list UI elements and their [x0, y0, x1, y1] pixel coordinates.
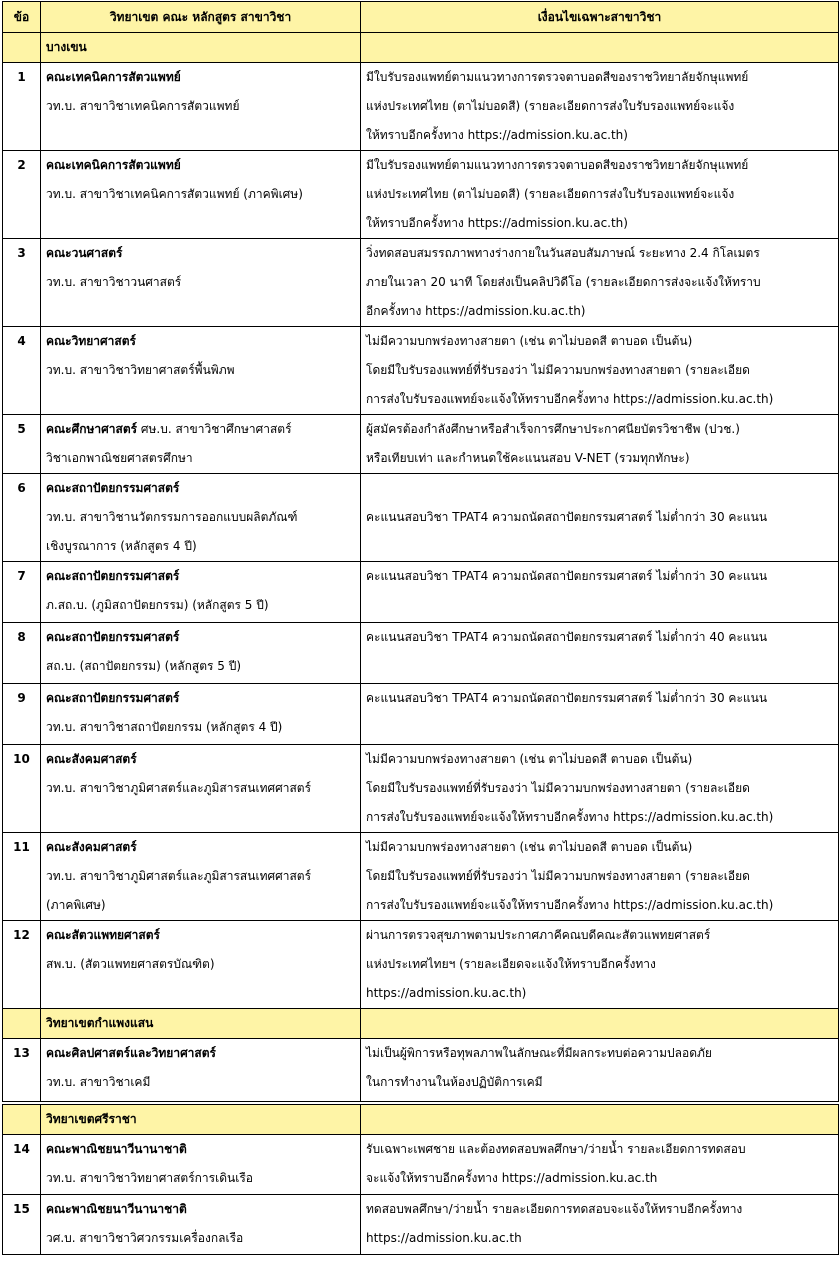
program-name: ภ.สถ.บ. (ภูมิสถาปัตยกรรม) (หลักสูตร 5 ปี) — [46, 598, 269, 612]
program-name: วิชาเอกพาณิชยศาสตรศึกษา — [46, 451, 193, 465]
program-name: เชิงบูรณาการ (หลักสูตร 4 ปี) — [46, 539, 197, 553]
program-name: ศษ.บ. สาขาวิชาศึกษาศาสตร์ — [137, 422, 292, 436]
condition-line: โดยมีใบรับรองแพทย์ที่รับรองว่า ไม่มีความบกพร่องทางสายตา (รายละเอียด — [366, 363, 750, 377]
condition-cell — [361, 415, 839, 474]
condition-line: มีใบรับรองแพทย์ตามแนวทางการตรวจตาบอดสีของราชวิทยาลัยจักษุแพทย์ — [366, 70, 749, 84]
condition-cell — [361, 1039, 839, 1102]
row-number: 10 — [3, 745, 41, 833]
table-row — [3, 327, 839, 415]
faculty-name: คณะศิลปศาสตร์และวิทยาศาสตร์ — [46, 1046, 216, 1060]
row-number: 6 — [3, 474, 41, 562]
condition-line: หรือเทียบเท่า และกำหนดใช้คะแนนสอบ V-NET (รวมทุกทักษะ) — [366, 451, 690, 465]
header-condition: เงื่อนไขเฉพาะสาขาวิชา — [361, 2, 839, 33]
row-number: 3 — [3, 239, 41, 327]
condition-line: ในการทำงานในห้องปฏิบัติการเคมี — [366, 1075, 543, 1089]
table-row — [3, 151, 839, 239]
condition-line: ทดสอบพลศึกษา/ว่ายน้ำ รายละเอียดการทดสอบจะแจ้งให้ทราบอีกครั้งทาง — [366, 1202, 743, 1216]
condition-line: อีกครั้งทาง https://admission.ku.ac.th) — [366, 304, 586, 318]
row-number: 4 — [3, 327, 41, 415]
faculty-name: คณะสังคมศาสตร์ — [46, 840, 137, 854]
table-row — [3, 239, 839, 327]
program-cell — [41, 474, 361, 562]
faculty-name: คณะวนศาสตร์ — [46, 246, 123, 260]
condition-line: โดยมีใบรับรองแพทย์ที่รับรองว่า ไม่มีความบกพร่องทางสายตา (รายละเอียด — [366, 869, 750, 883]
row-number: 12 — [3, 921, 41, 1009]
program-cell — [41, 415, 361, 474]
condition-line: ไม่มีความบกพร่องทางสายตา (เช่น ตาไม่บอดสี ตาบอด เป็นต้น) — [366, 840, 693, 854]
table-row — [3, 415, 839, 474]
condition-line: วิ่งทดสอบสมรรถภาพทางร่างกายในวันสอบสัมภาษณ์ ระยะทาง 2.4 กิโลเมตร — [366, 246, 760, 260]
header-row — [3, 2, 839, 33]
condition-line: คะแนนสอบวิชา TPAT4 ความถนัดสถาปัตยกรรมศาสตร์ ไม่ต่ำกว่า 30 คะแนน — [366, 569, 768, 583]
program-name: วท.บ. สาขาวิชาสถาปัตยกรรม (หลักสูตร 4 ปี) — [46, 720, 283, 734]
program-cell — [41, 1135, 361, 1195]
faculty-name: คณะเทคนิคการสัตวแพทย์ — [46, 70, 181, 84]
program-name: วท.บ. สาขาวิชาภูมิศาสตร์และภูมิสารสนเทศศาสตร์ — [46, 869, 312, 883]
program-cell — [41, 1195, 361, 1255]
faculty-line — [46, 415, 355, 444]
faculty-name: คณะพาณิชยนาวีนานาชาติ — [46, 1142, 187, 1156]
row-number: 7 — [3, 562, 41, 623]
condition-line: แห่งประเทศไทยฯ (รายละเอียดจะแจ้งให้ทราบอีกครั้งทาง — [366, 957, 656, 971]
header-program: วิทยาเขต คณะ หลักสูตร สาขาวิชา — [41, 2, 361, 33]
program-name: สพ.บ. (สัตวแพทยศาสตรบัณฑิต) — [46, 957, 215, 971]
condition-cell — [361, 833, 839, 921]
table-row — [3, 921, 839, 1009]
table-row — [3, 684, 839, 745]
condition-cell — [361, 327, 839, 415]
condition-line: คะแนนสอบวิชา TPAT4 ความถนัดสถาปัตยกรรมศาสตร์ ไม่ต่ำกว่า 30 คะแนน — [366, 510, 768, 524]
condition-line: https://admission.ku.ac.th — [366, 1231, 522, 1245]
section-title: วิทยาเขตกำแพงแสน — [41, 1009, 361, 1039]
condition-line: การส่งใบรับรองแพทย์จะแจ้งให้ทราบอีกครั้งทาง https://admission.ku.ac.th) — [366, 898, 774, 912]
section-row-kamphaengsaen — [3, 1009, 839, 1039]
condition-line: แห่งประเทศไทย (ตาไม่บอดสี) (รายละเอียดการส่งใบรับรองแพทย์จะแจ้ง — [366, 99, 735, 113]
row-number: 2 — [3, 151, 41, 239]
condition-line: ให้ทราบอีกครั้งทาง https://admission.ku.ac.th) — [366, 216, 628, 230]
faculty-name: คณะสถาปัตยกรรมศาสตร์ — [46, 481, 180, 495]
condition-line: https://admission.ku.ac.th) — [366, 986, 527, 1000]
condition-cell — [361, 239, 839, 327]
condition-cell — [361, 623, 839, 684]
program-cell — [41, 239, 361, 327]
section-title: บางเขน — [41, 33, 361, 63]
condition-cell — [361, 474, 839, 562]
program-name: (ภาคพิเศษ) — [46, 898, 106, 912]
row-number: 1 — [3, 63, 41, 151]
table-row — [3, 1135, 839, 1195]
condition-line: รับเฉพาะเพศชาย และต้องทดสอบพลศึกษา/ว่ายน้ำ รายละเอียดการทดสอบ — [366, 1142, 746, 1156]
faculty-name: คณะสังคมศาสตร์ — [46, 752, 137, 766]
condition-line: ผ่านการตรวจสุขภาพตามประกาศภาคีคณบดีคณะสัตวแพทยศาสตร์ — [366, 928, 711, 942]
section-title: วิทยาเขตศรีราชา — [41, 1105, 361, 1135]
row-number: 14 — [3, 1135, 41, 1195]
program-name: วท.บ. สาขาวิชาเทคนิคการสัตวแพทย์ (ภาคพิเศษ) — [46, 187, 303, 201]
row-number: 13 — [3, 1039, 41, 1102]
section-row-sriracha — [3, 1105, 839, 1135]
program-cell — [41, 151, 361, 239]
condition-line: คะแนนสอบวิชา TPAT4 ความถนัดสถาปัตยกรรมศาสตร์ ไม่ต่ำกว่า 40 คะแนน — [366, 630, 768, 644]
condition-line: ให้ทราบอีกครั้งทาง https://admission.ku.ac.th) — [366, 128, 628, 142]
table-row — [3, 474, 839, 562]
condition-cell — [361, 1195, 839, 1255]
program-name: วท.บ. สาขาวิชาภูมิศาสตร์และภูมิสารสนเทศศาสตร์ — [46, 781, 312, 795]
condition-line: แห่งประเทศไทย (ตาไม่บอดสี) (รายละเอียดการส่งใบรับรองแพทย์จะแจ้ง — [366, 187, 735, 201]
condition-cell — [361, 151, 839, 239]
table-row — [3, 1039, 839, 1102]
condition-line: การส่งใบรับรองแพทย์จะแจ้งให้ทราบอีกครั้งทาง https://admission.ku.ac.th) — [366, 810, 774, 824]
table-row — [3, 1195, 839, 1255]
program-name: วศ.บ. สาขาวิชาวิศวกรรมเครื่องกลเรือ — [46, 1231, 244, 1245]
faculty-name: คณะสัตวแพทยศาสตร์ — [46, 928, 160, 942]
program-cell — [41, 1039, 361, 1102]
table-row — [3, 562, 839, 623]
program-name: วท.บ. สาขาวิชานวัตกรรมการออกแบบผลิตภัณฑ์ — [46, 510, 298, 524]
row-number: 15 — [3, 1195, 41, 1255]
program-cell — [41, 921, 361, 1009]
header-no: ข้อ — [3, 2, 41, 33]
condition-cell — [361, 562, 839, 623]
condition-cell — [361, 1135, 839, 1195]
row-number: 9 — [3, 684, 41, 745]
table-row — [3, 63, 839, 151]
program-name: สถ.บ. (สถาปัตยกรรม) (หลักสูตร 5 ปี) — [46, 659, 241, 673]
faculty-name: คณะสถาปัตยกรรมศาสตร์ — [46, 569, 180, 583]
faculty-name: คณะพาณิชยนาวีนานาชาติ — [46, 1202, 187, 1216]
program-cell — [41, 833, 361, 921]
program-cell — [41, 562, 361, 623]
section-row-bangkhen — [3, 33, 839, 63]
condition-line: จะแจ้งให้ทราบอีกครั้งทาง https://admission.ku.ac.th — [366, 1171, 658, 1185]
program-cell — [41, 327, 361, 415]
faculty-name: คณะศึกษาศาสตร์ — [46, 422, 138, 436]
program-name: วท.บ. สาขาวิชาเทคนิคการสัตวแพทย์ — [46, 99, 240, 113]
conditions-table — [2, 1, 839, 1255]
condition-cell — [361, 684, 839, 745]
faculty-name: คณะเทคนิคการสัตวแพทย์ — [46, 158, 181, 172]
table-row — [3, 623, 839, 684]
condition-line: ไม่เป็นผู้พิการหรือทุพลภาพในลักษณะที่มีผลกระทบต่อความปลอดภัย — [366, 1046, 712, 1060]
condition-line: มีใบรับรองแพทย์ตามแนวทางการตรวจตาบอดสีของราชวิทยาลัยจักษุแพทย์ — [366, 158, 749, 172]
program-cell — [41, 63, 361, 151]
condition-cell — [361, 921, 839, 1009]
faculty-name: คณะวิทยาศาสตร์ — [46, 334, 136, 348]
faculty-name: คณะสถาปัตยกรรมศาสตร์ — [46, 630, 180, 644]
condition-line: ไม่มีความบกพร่องทางสายตา (เช่น ตาไม่บอดสี ตาบอด เป็นต้น) — [366, 752, 693, 766]
program-name: วท.บ. สาขาวิชาวิทยาศาสตร์พื้นพิภพ — [46, 363, 235, 377]
condition-line: คะแนนสอบวิชา TPAT4 ความถนัดสถาปัตยกรรมศาสตร์ ไม่ต่ำกว่า 30 คะแนน — [366, 691, 768, 705]
program-cell — [41, 684, 361, 745]
row-number: 5 — [3, 415, 41, 474]
condition-cell — [361, 745, 839, 833]
condition-line: ไม่มีความบกพร่องทางสายตา (เช่น ตาไม่บอดสี ตาบอด เป็นต้น) — [366, 334, 693, 348]
condition-line: การส่งใบรับรองแพทย์จะแจ้งให้ทราบอีกครั้งทาง https://admission.ku.ac.th) — [366, 392, 774, 406]
condition-line: ผู้สมัครต้องกำลังศึกษาหรือสำเร็จการศึกษาประกาศนียบัตรวิชาชีพ (ปวช.) — [366, 422, 740, 436]
condition-cell — [361, 63, 839, 151]
faculty-name: คณะสถาปัตยกรรมศาสตร์ — [46, 691, 180, 705]
program-name: วท.บ. สาขาวิชาเคมี — [46, 1075, 151, 1089]
table-row — [3, 745, 839, 833]
program-cell — [41, 623, 361, 684]
condition-line: ภายในเวลา 20 นาที โดยส่งเป็นคลิปวิดีโอ (รายละเอียดการส่งจะแจ้งให้ทราบ — [366, 275, 761, 289]
program-name: วท.บ. สาขาวิชาวนศาสตร์ — [46, 275, 182, 289]
program-cell — [41, 745, 361, 833]
row-number: 11 — [3, 833, 41, 921]
condition-line: โดยมีใบรับรองแพทย์ที่รับรองว่า ไม่มีความบกพร่องทางสายตา (รายละเอียด — [366, 781, 750, 795]
row-number: 8 — [3, 623, 41, 684]
program-name: วท.บ. สาขาวิชาวิทยาศาสตร์การเดินเรือ — [46, 1171, 253, 1185]
table-row — [3, 833, 839, 921]
